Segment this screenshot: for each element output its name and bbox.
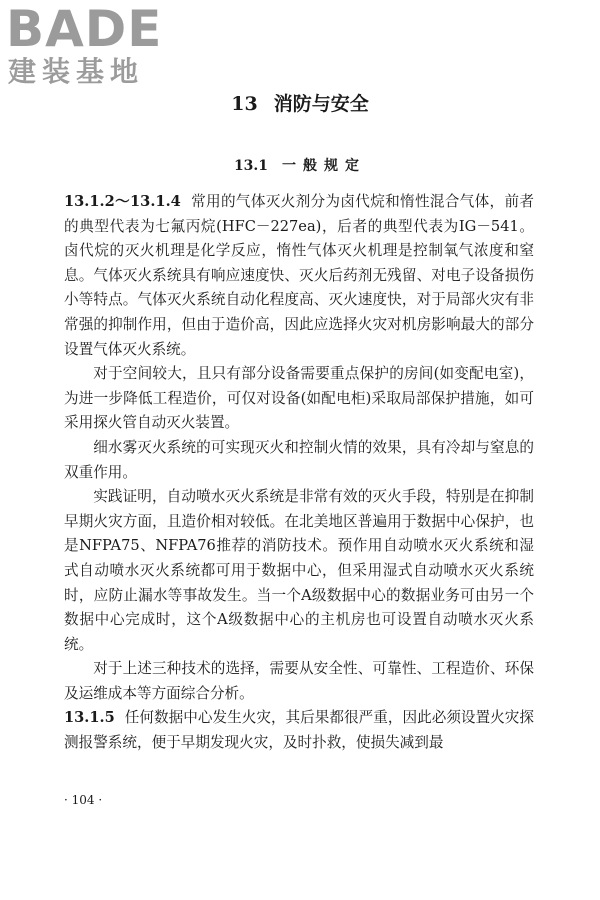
paragraph-clause-13-1-5 bbox=[64, 706, 534, 755]
bade-logo bbox=[6, 0, 176, 90]
paragraph: 细水雾灭火系统的可实现灭火和控制火情的效果，具有冷却与窒息的双重作用。 bbox=[64, 438, 534, 481]
body-text bbox=[64, 190, 534, 756]
paragraph: 对于上述三种技术的选择，需要从安全性、可靠性、工程造价、环保及运维成本等方面综合分析。 bbox=[64, 660, 534, 702]
paragraph-text: 任何数据中心发生火灾，其后果都很严重，因此必须设置火灾探测报警系统，便于早期发现火灾，及时扑救，使损失减到最 bbox=[64, 709, 534, 752]
section-number: 13.1 bbox=[233, 158, 269, 174]
logo-wordmark: BADE bbox=[6, 0, 163, 58]
paragraph: 实践证明，自动喷水灭火系统是非常有效的灭火手段，特别是在抑制早期火灾方面，且造价相对较低。在北美地区普遍用于数据中心保护，也是NFPA75、NFPA76推荐的消防技术。预作用自动喷水灭火系统和湿式自动喷水灭火系统都可用于数据中心，但采用湿式自动喷水灭火系统时，应防止漏水等事故发生。当一个A级数据中心的数据业务可由另一个数据中心完成时，这个A级数据中心的主机房也可设置自动喷水灭火系统。 bbox=[64, 488, 534, 653]
logo-subtitle: 建装基地 bbox=[8, 55, 145, 88]
section-title bbox=[0, 156, 600, 176]
clause-number: 13.1.5 bbox=[64, 709, 115, 727]
clause-number: 13.1.2～13.1.4 bbox=[64, 193, 181, 210]
chapter-title-text: 消防与安全 bbox=[273, 93, 369, 115]
page-number: · 104 · bbox=[64, 793, 103, 807]
chapter-number: 13 bbox=[231, 93, 258, 115]
paragraph-clause-13-1-2 bbox=[64, 190, 534, 362]
paragraph-text: 常用的气体灭火剂分为卤代烷和惰性混合气体，前者的典型代表为七氟丙烷(HFC－227ea)，后者的典型代表为IG－541。卤代烷的灭火机理是化学反应，惰性气体灭火机理是控制氧气浓度和窒息。气体灭火系统具有响应速度快、灭火后药剂无残留、对电子设备损伤小等特点。气体灭火系统自动化程度高、灭火速度快，对于局部火灾有非常强的抑制作用，但由于造价高，因此应选择火灾对机房影响最大的部分设置气体灭火系统。 bbox=[64, 193, 534, 358]
chapter-title bbox=[0, 92, 600, 116]
paragraph: 对于空间较大，且只有部分设备需要重点保护的房间(如变配电室)，为进一步降低工程造价，可仅对设备(如配电柜)采取局部保护措施，如可采用探火管自动灭火装置。 bbox=[64, 365, 534, 432]
section-title-text: 一般规定 bbox=[282, 158, 367, 174]
